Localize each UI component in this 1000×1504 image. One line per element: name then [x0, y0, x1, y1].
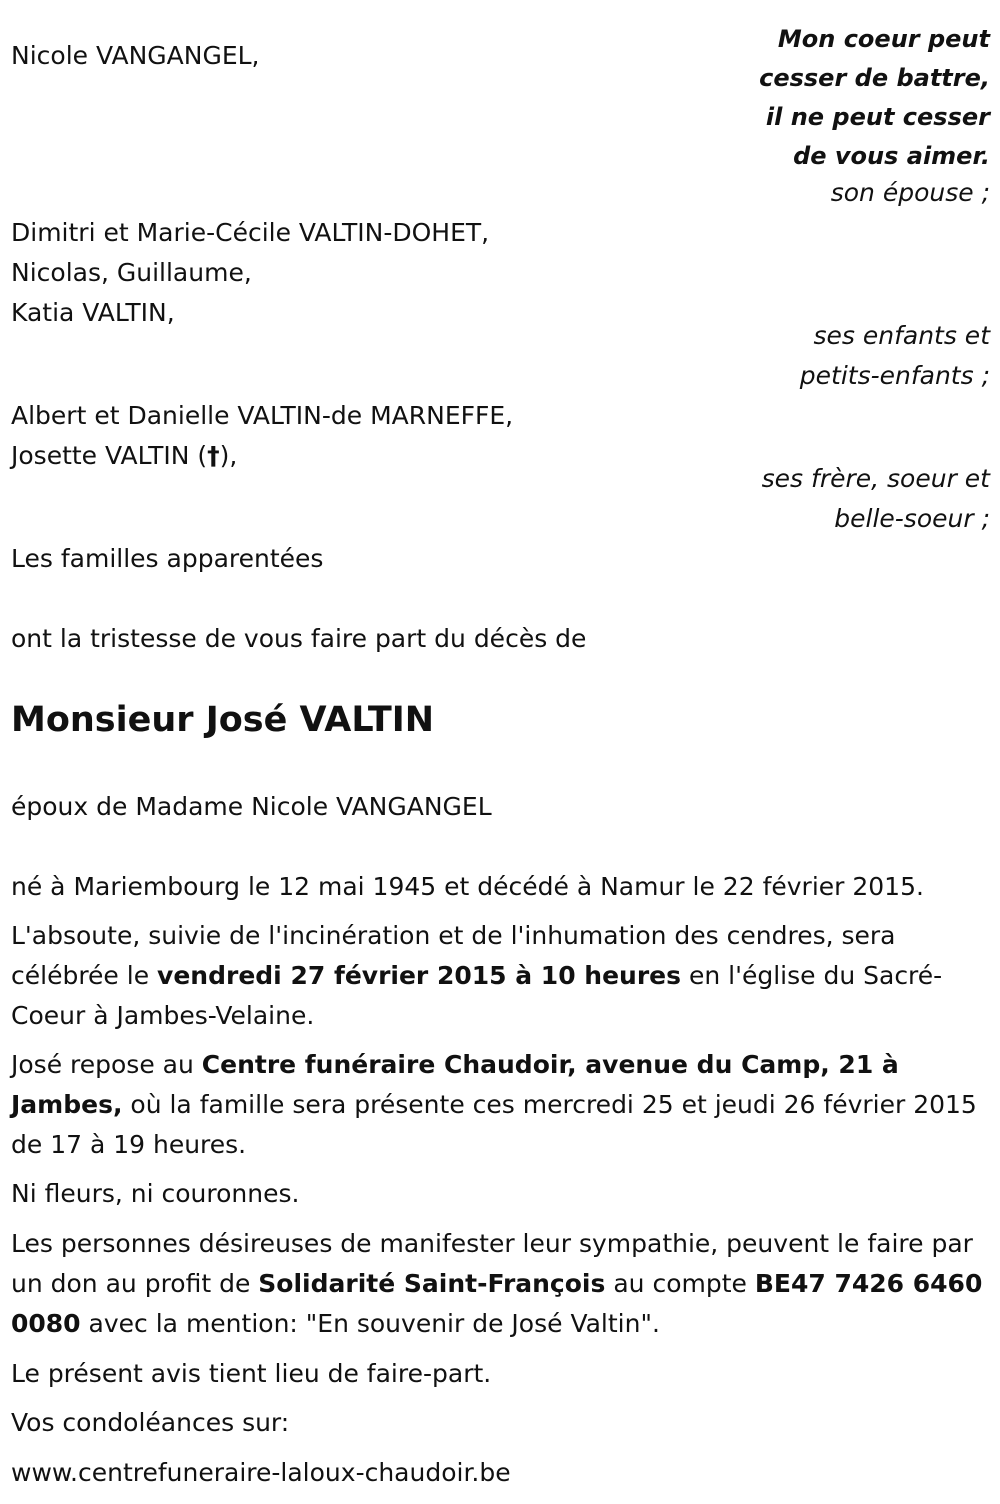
wife-name: Nicole VANGANGEL,: [11, 41, 260, 70]
website-link[interactable]: www.centrefuneraire-laloux-chaudoir.be: [11, 1458, 511, 1487]
cross-icon: †: [207, 441, 220, 470]
donation-text: Les personnes désireuses de manifester leur sympathie, peuvent le faire par un don au profit de: [11, 1229, 973, 1298]
ceremony-date: vendredi 27 février 2015 à 10 heures: [157, 961, 682, 990]
condolences-label: Vos condoléances sur:: [11, 1408, 290, 1437]
sibling-line: [11, 436, 237, 476]
donation-text: avec la mention: "En souvenir de José Valtin".: [80, 1309, 660, 1338]
child-line: Nicolas, Guillaume,: [11, 258, 252, 287]
ceremony-text: en l'église du Sacré-Coeur à Jambes-Velaine.: [11, 961, 943, 1030]
donation-org: Solidarité Saint-François: [258, 1269, 606, 1298]
flowers-note: Ni fleurs, ni couronnes.: [11, 1179, 300, 1208]
viewing-place: Centre funéraire Chaudoir, avenue du Camp, 21 à Jambes,: [11, 1050, 899, 1119]
related-families: Les familles apparentées: [11, 544, 324, 573]
spouse-line: époux de Madame Nicole VANGANGEL: [11, 792, 492, 821]
ceremony-text: L'absoute, suivie de l'incinération et de l'inhumation des cendres, sera célébrée le: [11, 921, 896, 990]
child-line: Dimitri et Marie-Cécile VALTIN-DOHET,: [11, 218, 490, 247]
ceremony-paragraph: [11, 916, 986, 1036]
siblings-role: belle-soeur ;: [834, 504, 990, 533]
child-line: Katia VALTIN,: [11, 298, 175, 327]
announcement: ont la tristesse de vous faire part du décès de: [11, 624, 587, 653]
children-role: petits-enfants ;: [799, 361, 990, 390]
sibling-line: Albert et Danielle VALTIN-de MARNEFFE,: [11, 401, 514, 430]
viewing-paragraph: [11, 1045, 986, 1165]
donation-account: BE47 7426 6460 0080: [11, 1269, 983, 1338]
viewing-text: où la famille sera présente ces mercredi 25 et jeudi 26 février 2015 de 17 à 19 heures.: [11, 1090, 977, 1159]
quote-line: de vous aimer.: [793, 142, 990, 170]
sibling-name: Josette VALTIN (: [11, 441, 208, 470]
donation-text: au compte: [605, 1269, 755, 1298]
quote-line: Mon coeur peut: [777, 25, 990, 53]
viewing-text: José repose au: [11, 1050, 202, 1079]
quote-line: cesser de battre,: [759, 64, 990, 92]
siblings-role: ses frère, soeur et: [761, 464, 990, 493]
notice: Le présent avis tient lieu de faire-part.: [11, 1359, 492, 1388]
sibling-name-end: ),: [219, 441, 238, 470]
quote-block: [759, 20, 990, 176]
donation-paragraph: [11, 1224, 986, 1344]
wife-role: son épouse ;: [830, 178, 990, 207]
children-role: ses enfants et: [813, 321, 990, 350]
quote-line: il ne peut cesser: [765, 103, 990, 131]
birth-death: né à Mariembourg le 12 mai 1945 et décédé à Namur le 22 février 2015.: [11, 872, 924, 901]
deceased-name: Monsieur José VALTIN: [11, 700, 435, 740]
